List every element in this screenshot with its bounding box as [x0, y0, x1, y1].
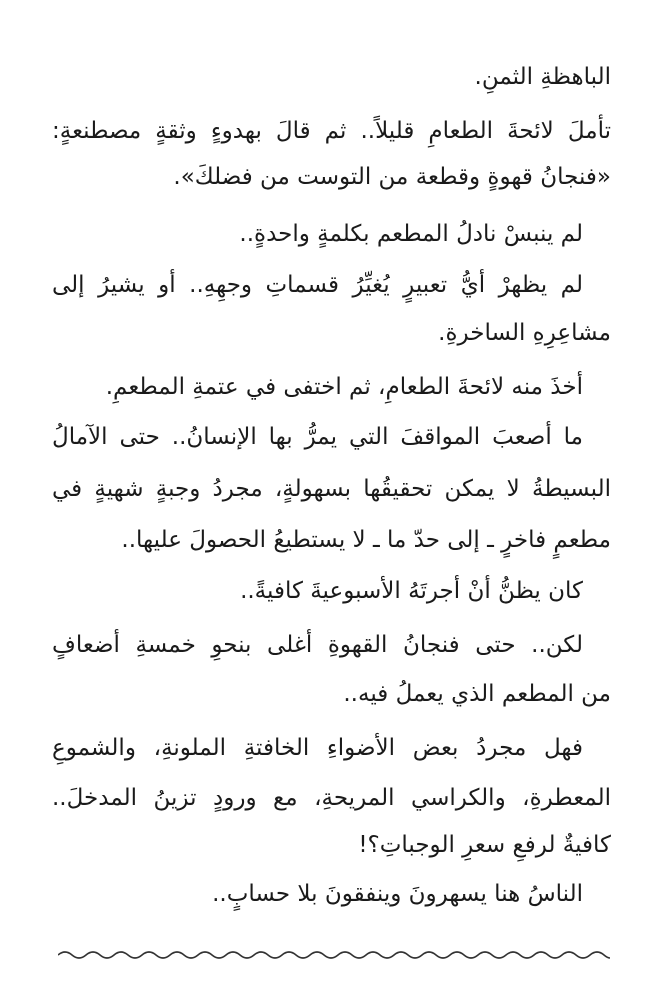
text-line-15: المعطرةِ، والكراسي المريحةِ، مع ورودٍ تزينُ المدخلَ..: [52, 785, 611, 811]
text-line-9: البسيطةُ لا يمكن تحقيقُها بسهولةٍ، مجردُ وجبةٍ شهيةٍ في: [52, 476, 611, 502]
text-line-8: ما أصعبَ المواقفَ التي يمرُّ بها الإنسانُ.. حتى الآمالُ: [52, 424, 583, 450]
wavy-divider: [58, 948, 610, 962]
text-line-2: تأملَ لائحةَ الطعامِ قليلاً.. ثم قالَ بهدوءٍ وثقةٍ مصطنعةٍ:: [52, 118, 611, 144]
wavy-divider-line: [58, 952, 610, 958]
text-line-3: «فنجانُ قهوةٍ وقطعة من التوست من فضلكَ».: [173, 164, 611, 190]
text-line-5: لم يظهرْ أيُّ تعبيرٍ يُغيِّرُ قسماتِ وجهِهِ.. أو يشيرُ إلى: [52, 272, 583, 298]
text-line-4: لم ينبسْ نادلُ المطعم بكلمةٍ واحدةٍ..: [239, 221, 583, 247]
text-line-12: لكن.. حتى فنجانُ القهوةِ أغلى بنحوِ خمسةِ أضعافٍ: [52, 632, 583, 658]
text-line-6: مشاعِرِهِ الساخرةِ.: [438, 320, 611, 346]
text-line-13: من المطعم الذي يعملُ فيه..: [343, 681, 611, 707]
text-line-16: كافيةٌ لرفعِ سعرِ الوجباتِ؟!: [358, 832, 611, 858]
text-line-1: الباهظةِ الثمنِ.: [474, 64, 611, 90]
text-line-11: كان يظنُّ أنْ أجرتَهُ الأسبوعيةَ كافيةً..: [240, 578, 583, 604]
text-line-17: الناسُ هنا يسهرونَ وينفقونَ بلا حسابٍ..: [212, 881, 583, 907]
text-line-10: مطعمٍ فاخرٍ ـ إلى حدّ ما ـ لا يستطيعُ الحصولَ عليها..: [121, 527, 611, 553]
text-line-14: فهل مجردُ بعض الأضواءِ الخافتةِ الملونةِ، والشموعِ: [52, 735, 583, 761]
text-line-7: أخذَ منه لائحةَ الطعامِ، ثم اختفى في عتمةِ المطعمِ.: [105, 374, 583, 400]
